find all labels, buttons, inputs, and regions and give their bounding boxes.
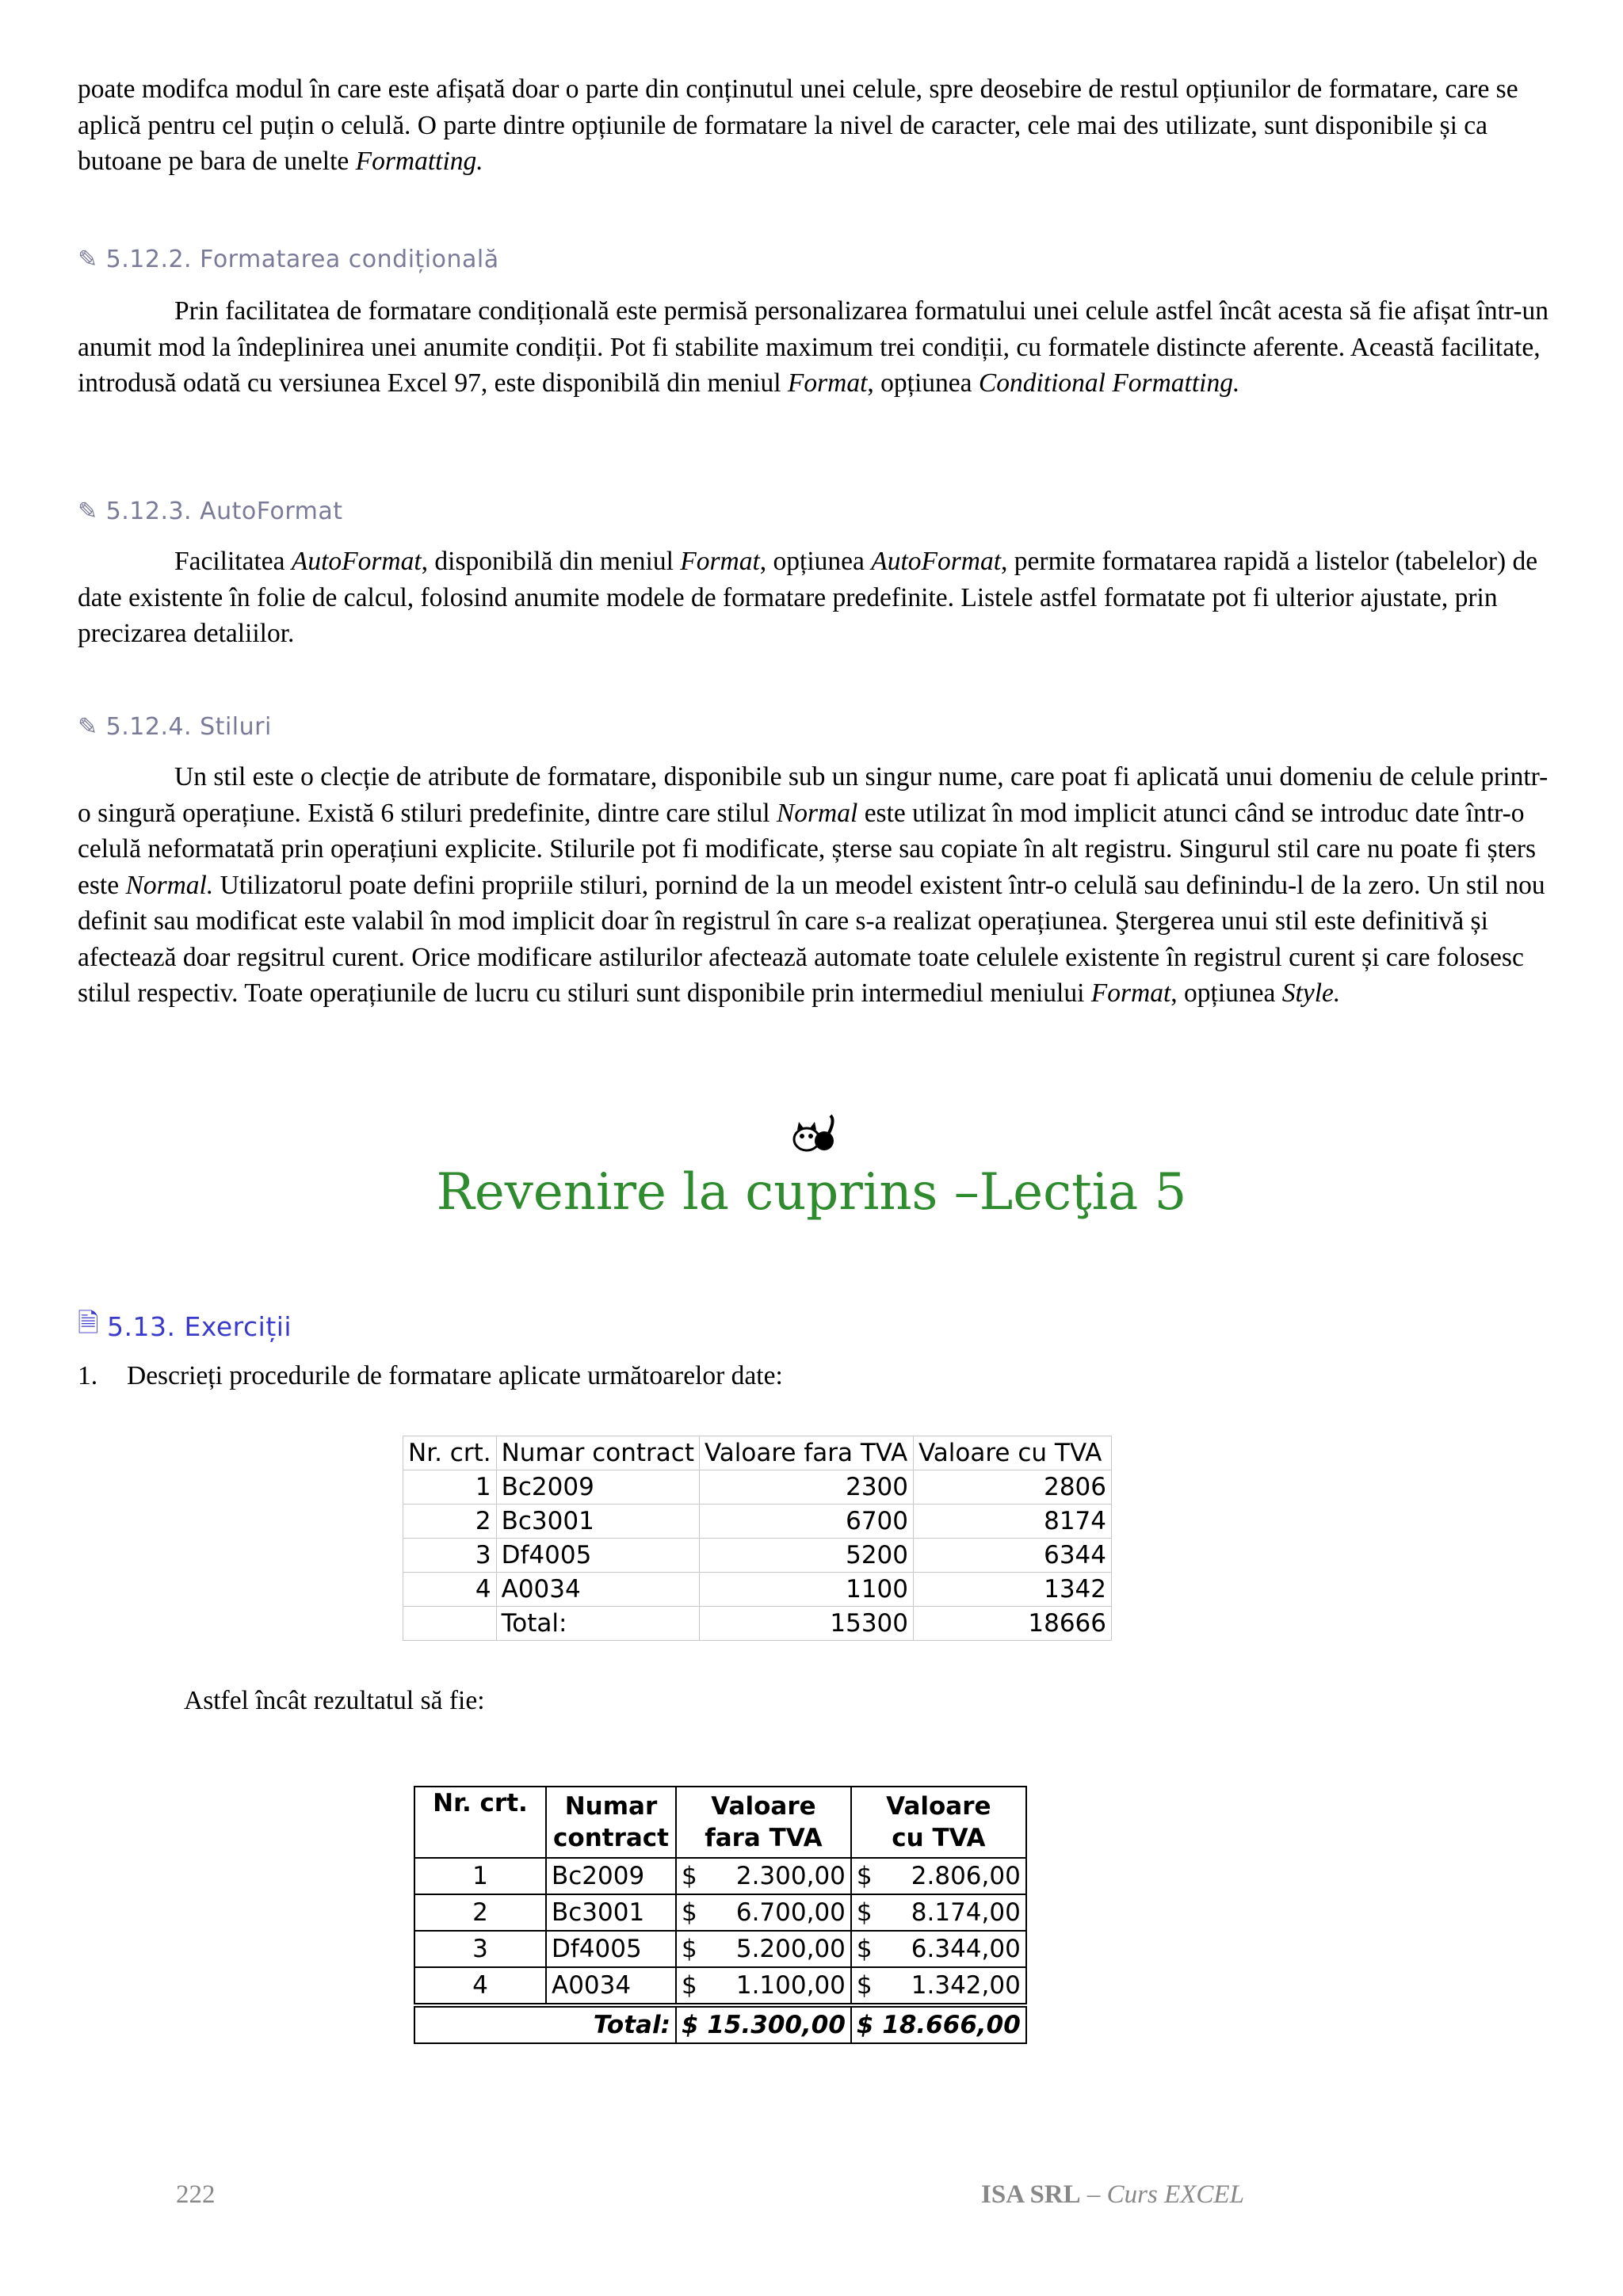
table-header-cell <box>546 1787 676 1858</box>
currency-symbol: $ <box>856 1971 873 2000</box>
table-cell: 3 <box>403 1539 497 1573</box>
table-cell <box>851 1894 1026 1931</box>
section-heading-label: 5.12.4. Stiluri <box>105 713 272 741</box>
currency-symbol: $ <box>856 1935 873 1963</box>
page-number: 222 <box>176 2180 216 2209</box>
section-heading-conditional <box>78 246 499 273</box>
table-cell: 1 <box>414 1858 546 1894</box>
table-cell: 2 <box>403 1505 497 1539</box>
currency-symbol: $ <box>682 1971 697 2000</box>
table-row <box>403 1573 1112 1607</box>
table-cell: A0034 <box>546 1967 676 2005</box>
exercise-item <box>78 1361 783 1391</box>
table-row <box>414 1858 1026 1894</box>
currency-value: 1.342,00 <box>911 1971 1021 2000</box>
intro-italic: Formatting. <box>355 147 483 176</box>
paragraph-text: este utilizat în mod implicit atunci când se introduc date într-o celulă neformatată prin operațiuni explicite. Stilurile pot fi modificate, șterse sau copiate în alt registru. Singurul stil care nu poate fi șters este <box>78 798 1537 900</box>
header-line: Nr. crt. <box>433 1789 528 1817</box>
table-cell: Total: <box>496 1607 699 1641</box>
table-header-row <box>414 1787 1026 1858</box>
intro-text: poate modifca modul în care este afișată doar o parte din conținutul unei celule, spre deosebire de restul opțiunilor de formatare, care se aplică pentru cel puțin o celulă. O parte dintre opțiunile de formatare la nivel de caracter, cele mai des utilizate, sunt disponibile și ca butoane pe bara de unelte <box>78 74 1518 176</box>
paragraph-italic: Conditional Formatting. <box>978 368 1240 398</box>
currency-value: 8.174,00 <box>911 1898 1021 1927</box>
paragraph-text: Facilitatea <box>174 547 292 576</box>
table-total-row <box>414 2005 1026 2043</box>
table-cell <box>676 1967 851 2005</box>
header-line: Valoare <box>886 1792 991 1821</box>
section-heading-label: 5.12.2. Formatarea condițională <box>105 246 499 273</box>
raw-data-table <box>403 1436 1112 1641</box>
currency-symbol: $ <box>856 1862 873 1890</box>
paragraph-italic: Format <box>787 368 868 398</box>
table-cell: 3 <box>414 1931 546 1967</box>
section-heading-label: 5.12.3. AutoFormat <box>105 498 343 525</box>
table-cell: Bc3001 <box>496 1505 699 1539</box>
paragraph-text: , disponibilă din meniul <box>421 547 681 576</box>
paragraph-text: Un stil este o clecție de atribute de formatare, disponibile sub un singur nume, care poat fi aplicată unui domeniu de celule printr-o singură operațiune. Există 6 stiluri predefinite, dintre care stilul <box>78 762 1549 828</box>
table-cell: Bc3001 <box>546 1894 676 1931</box>
table-header-cell: Numar contract <box>496 1436 699 1470</box>
table-cell: 18666 <box>914 1607 1112 1641</box>
currency-symbol: $ <box>856 1898 873 1927</box>
pencil-icon: ✎ <box>78 713 98 741</box>
currency-value: 5.200,00 <box>735 1935 846 1963</box>
paragraph-italic: Style. <box>1281 978 1341 1008</box>
table-cell: Df4005 <box>546 1931 676 1967</box>
table-row <box>414 1894 1026 1931</box>
paragraph-text: , opțiunea <box>759 547 872 576</box>
table-header-cell: Nr. crt. <box>403 1436 497 1470</box>
table-header-row <box>403 1436 1112 1470</box>
table-cell: 1342 <box>914 1573 1112 1607</box>
paragraph-italic: Format <box>680 547 760 576</box>
result-intro-text: Astfel încât rezultatul să fie: <box>184 1686 485 1715</box>
table-cell: Bc2009 <box>496 1470 699 1505</box>
table-row <box>414 1967 1026 2005</box>
table-row <box>403 1470 1112 1505</box>
footer-dash: – <box>1080 2180 1107 2209</box>
header-line: Valoare <box>711 1792 816 1821</box>
total-cu-tva: $ 18.666,00 <box>851 2005 1026 2043</box>
return-to-contents-link[interactable]: Revenire la cuprins –Lecţia 5 <box>436 1163 1187 1222</box>
footer-company: ISA SRL <box>981 2180 1081 2209</box>
header-line: fara TVA <box>705 1824 823 1852</box>
table-header-cell: Valoare fara TVA <box>700 1436 914 1470</box>
table-cell <box>851 1931 1026 1967</box>
header-line: cu TVA <box>892 1824 986 1852</box>
currency-symbol: $ <box>682 1862 697 1890</box>
formatted-data-table <box>414 1786 1027 2044</box>
total-fara-tva: $ 15.300,00 <box>676 2005 851 2043</box>
currency-value: 6.344,00 <box>911 1935 1021 1963</box>
section-paragraph-styles <box>78 759 1550 1012</box>
pencil-icon: ✎ <box>78 246 98 273</box>
section-paragraph-conditional <box>78 293 1550 402</box>
paragraph-text: , opțiunea <box>1170 978 1282 1008</box>
currency-value: 2.300,00 <box>735 1862 846 1890</box>
currency-value: 1.100,00 <box>735 1971 846 2000</box>
paragraph-text: Utilizatorul poate defini propriile stiluri, pornind de la un meodel existent într-o celulă sau definindu-l de la zero. Un stil nou definit sau modificat este valabil în mod implicit doar în registrul în care s-a realizat operațiunea. Ştergerea unui stil este definitivă și afectează doar regsitrul curent. Orice modificare astilurilor afectează automate toate celulele existente în registrul curent și care folosesc stilul respectiv. Toate operațiunile de lucru cu stiluri sunt disponibile prin intermediul meniului <box>78 870 1545 1008</box>
table-cell: 2300 <box>700 1470 914 1505</box>
paragraph-italic: AutoFormat <box>871 547 1002 576</box>
pencil-icon: ✎ <box>78 498 98 525</box>
paragraph-text: , permite formatarea rapidă a listelor (tabelelor) de date existente în folie de calcul, folosind anumite modele de formatare predefinite. Listele astfel formatate pot fi ulterior ajustate, prin precizarea detaliilor. <box>78 547 1538 648</box>
currency-symbol: $ <box>682 1935 697 1963</box>
table-row <box>414 1931 1026 1967</box>
section-heading-exercises <box>78 1304 292 1348</box>
table-header-cell <box>676 1787 851 1858</box>
section-heading-styles <box>78 713 272 741</box>
table-row <box>403 1539 1112 1573</box>
section-paragraph-autoformat <box>78 543 1550 652</box>
table-header-cell: Valoare cu TVA <box>914 1436 1112 1470</box>
paragraph-italic: Normal <box>776 798 858 828</box>
intro-paragraph <box>78 71 1550 180</box>
table-row <box>403 1505 1112 1539</box>
table-cell: 8174 <box>914 1505 1112 1539</box>
footer-course: Curs EXCEL <box>1106 2180 1244 2209</box>
table-cell: 4 <box>403 1573 497 1607</box>
table-cell <box>676 1931 851 1967</box>
table-cell: 2806 <box>914 1470 1112 1505</box>
table-cell: 2 <box>414 1894 546 1931</box>
cat-icon <box>789 1112 837 1154</box>
table-cell: 1100 <box>700 1573 914 1607</box>
table-cell <box>851 1967 1026 2005</box>
table-cell: 6344 <box>914 1539 1112 1573</box>
table-cell: 1 <box>403 1470 497 1505</box>
table-cell: A0034 <box>496 1573 699 1607</box>
paragraph-text: Prin facilitatea de formatare condițională este permisă personalizarea formatului unei celule astfel încât acesta să fie afișat într-un anumit mod la îndeplinirea unei anumite condiții. Pot fi stabilite maximum trei condiții, cu formatele distincte aferente. Această facilitate, introdusă odată cu versiunea Excel 97, este disponibilă din meniul <box>78 296 1549 398</box>
table-cell <box>676 1894 851 1931</box>
table-total-row <box>403 1607 1112 1641</box>
table-cell: Bc2009 <box>546 1858 676 1894</box>
table-cell <box>851 1858 1026 1894</box>
paragraph-italic: AutoFormat <box>291 547 422 576</box>
footer-title <box>981 2180 1244 2210</box>
paragraph-italic: Format <box>1090 978 1171 1008</box>
table-cell <box>403 1607 497 1641</box>
currency-value: 6.700,00 <box>735 1898 846 1927</box>
exercise-number: 1. <box>78 1361 98 1390</box>
table-cell <box>676 1858 851 1894</box>
table-cell: 6700 <box>700 1505 914 1539</box>
paragraph-text: , opțiunea <box>867 368 979 398</box>
table-header-cell <box>414 1787 546 1858</box>
document-icon: 🗎 <box>78 1307 100 1338</box>
table-cell: Df4005 <box>496 1539 699 1573</box>
header-line: Numar <box>564 1792 658 1821</box>
section-heading-autoformat <box>78 498 343 525</box>
currency-value: 2.806,00 <box>911 1862 1021 1890</box>
table-cell: 15300 <box>700 1607 914 1641</box>
table-cell: 5200 <box>700 1539 914 1573</box>
total-label: Total: <box>414 2005 676 2043</box>
section-heading-label: 5.13. Exerciții <box>107 1310 292 1342</box>
currency-symbol: $ <box>682 1898 697 1927</box>
header-line: contract <box>553 1824 669 1852</box>
paragraph-italic: Normal. <box>125 870 214 900</box>
table-header-cell <box>851 1787 1026 1858</box>
table-cell: 4 <box>414 1967 546 2005</box>
exercise-text: Descrieți procedurile de formatare aplicate următoarelor date: <box>127 1361 783 1390</box>
